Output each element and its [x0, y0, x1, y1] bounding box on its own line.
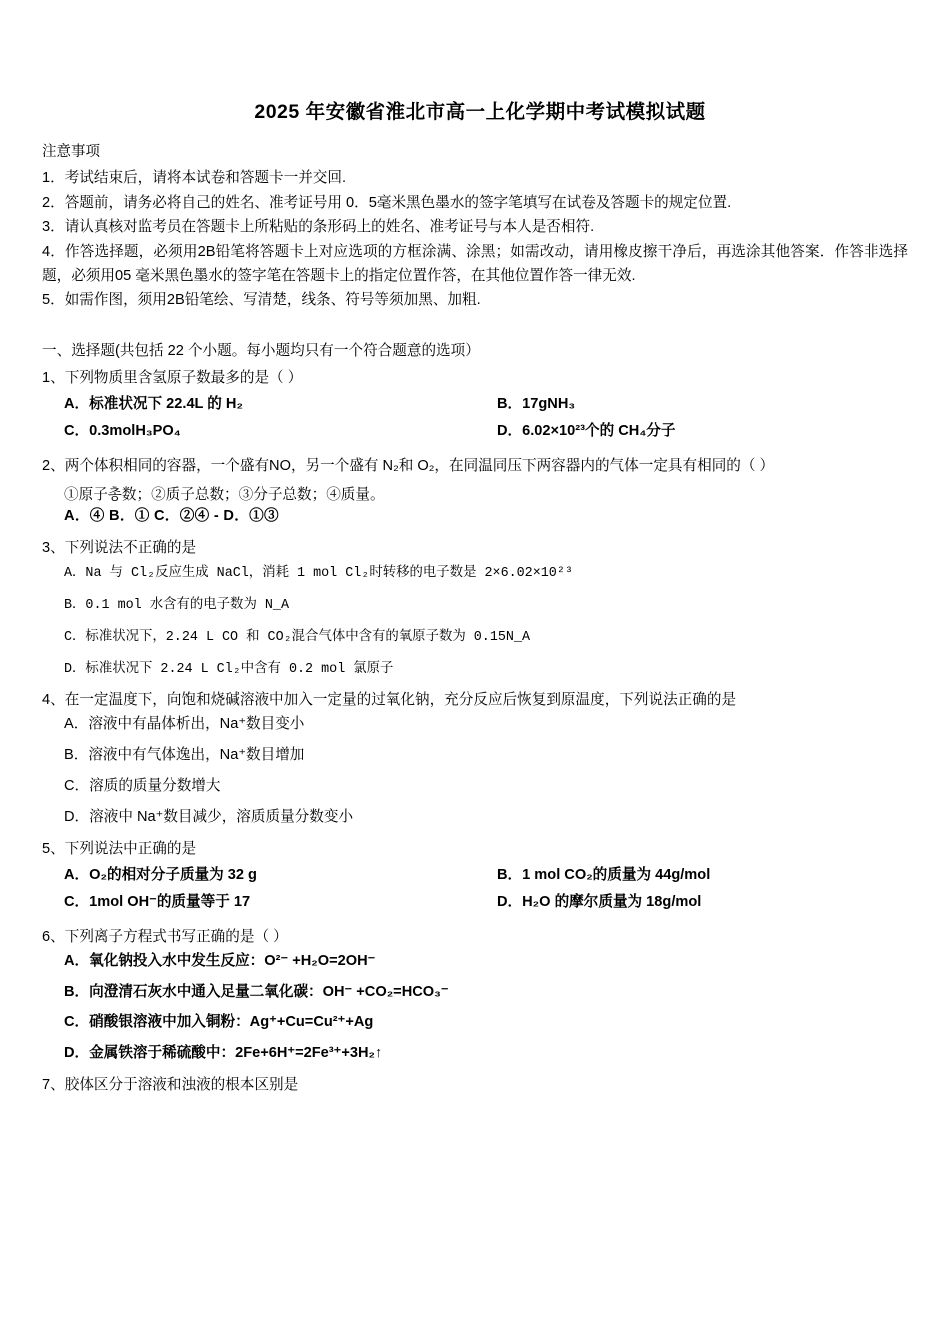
option-d[interactable]: D．标准状况下 2.24 L Cl₂中含有 0.2 mol 氯原子 [64, 662, 394, 678]
question-text: 胶体区分于溶液和浊液的根本区别是 [64, 1077, 299, 1094]
question-stem: 5、下列说法中正确的是 [42, 840, 197, 857]
question-number: 4 [42, 692, 51, 709]
option-d[interactable]: D．溶液中 Na⁺数目减少，溶质质量分数变小 [64, 808, 354, 825]
question-2 [42, 455, 908, 525]
question-stem: 1、下列物质里含氢原子数最多的是（ ） [42, 369, 303, 386]
question-stem: 2、两个体积相同的容器，一个盛有NO，另一个盛有 N₂和 O₂，在同温同压下两容器内的气体一定具有相同的（ ） [42, 458, 775, 475]
option-b[interactable]: B．1 mol CO₂的质量为 44g/mol [497, 867, 711, 884]
question-4 [42, 689, 908, 828]
question-text: 下列物质里含氢原子数最多的是（ ） [64, 369, 303, 386]
options-stack [42, 561, 908, 677]
options-grid [42, 865, 908, 914]
options-stack [42, 951, 908, 1066]
question-number: 1 [42, 369, 51, 386]
question-number: 7 [42, 1077, 51, 1094]
question-text: 在一定温度下，向饱和烧碱溶液中加入一定量的过氧化钠，充分反应后恢复到原温度，下列说法正确的是 [64, 692, 737, 709]
option-d[interactable]: D．6.02×10²³个的 CH₄分子 [497, 423, 676, 440]
option-a[interactable]: A．标准状况下 22.4L 的 H₂ [64, 396, 243, 413]
question-number: 2 [42, 458, 51, 475]
notice-item: 4．作答选择题，必须用2B铅笔将答题卡上对应选项的方框涂满、涂黑；如需改动，请用橡皮擦干净后，再选涂其他答案．作答非选择题，必须用05 毫米黑色墨水的签字笔在答题卡上的指定位置作答，在其他位置作答一律无效. [42, 243, 908, 284]
question-sub-line: ①原子총数；②质子总数；③分子总数；④质量。 [64, 486, 385, 503]
option-b[interactable]: B．0.1 mol 水含有的电子数为 N_A [64, 598, 289, 614]
option-a[interactable]: A．O₂的相对分子质量为 32 g [64, 867, 257, 884]
question-text: 下列离子方程式书写正确的是（ ） [64, 929, 288, 946]
option-b[interactable]: B．向澄清石灰水中通入足量二氧化碳：OH⁻ +CO₂=HCO₃⁻ [64, 983, 449, 1000]
options-inline[interactable]: A．④ B．① C．②④ - D．①③ [64, 507, 279, 524]
notice-item: 1．考试结束后，请将本试卷和答题卡一并交回. [42, 170, 347, 186]
options-grid [42, 394, 908, 443]
question-number: 6 [42, 929, 51, 946]
options-stack [42, 714, 908, 829]
question-7 [42, 1074, 908, 1097]
option-a[interactable]: A．氧化钠投入水中发生反应：O²⁻ +H₂O=2OH⁻ [64, 952, 376, 969]
question-5 [42, 838, 908, 914]
option-b[interactable]: B．溶液中有气体逸出，Na⁺数目增加 [64, 746, 305, 763]
question-1 [42, 367, 908, 443]
question-text: 两个体积相同的容器，一个盛有NO，另一个盛有 N₂和 O₂，在同温同压下两容器内的气体一定具有相同的（ ） [64, 458, 775, 475]
notice-item: 5．如需作图，须用2B铅笔绘、写清楚，线条、符号等须加黑、加粗. [42, 292, 481, 309]
option-d[interactable]: D．金属铁溶于稀硫酸中：2Fe+6H⁺=2Fe³⁺+3H₂↑ [64, 1045, 383, 1062]
page-title: 2025 年安徽省淮北市高一上化学期中考试模拟试题 [254, 101, 706, 123]
notice-heading: 注意事项 [42, 144, 100, 160]
question-stem: 3、下列说法不正确的是 [42, 539, 197, 556]
notice-item: 2．答题前，请务必将自己的姓名、准考证号用 0．5毫米黑色墨水的签字笔填写在试卷及答题卡的规定位置. [42, 194, 732, 211]
option-c[interactable]: C．溶质的质量分数增大 [64, 777, 221, 794]
section-heading: 一、选择题(共包括 22 个小题。每小题均只有一个符合题意的选项） [42, 342, 480, 359]
notice-list [42, 167, 908, 313]
question-3 [42, 537, 908, 678]
option-d[interactable]: D．H₂O 的摩尔质量为 18g/mol [497, 894, 702, 911]
question-number: 3 [42, 539, 51, 556]
option-c[interactable]: C．硝酸银溶液中加入铜粉：Ag⁺+Cu=Cu²⁺+Ag [64, 1014, 374, 1031]
question-6 [42, 926, 908, 1065]
option-c[interactable]: C．1mol OH⁻的质量等于 17 [64, 894, 251, 911]
option-c[interactable]: C．标准状况下，2.24 L CO 和 CO₂混合气体中含有的氧原子数为 0.15N_A [64, 630, 531, 646]
question-number: 5 [42, 840, 51, 857]
option-a[interactable]: A．Na 与 Cl₂反应生成 NaCl，消耗 1 mol Cl₂时转移的电子数是 2×6.02×10²³ [64, 566, 573, 582]
question-text: 下列说法中正确的是 [64, 840, 197, 857]
option-a[interactable]: A．溶液中有晶体析出，Na⁺数目变小 [64, 716, 305, 733]
option-b[interactable]: B．17gNH₃ [497, 396, 576, 413]
option-c[interactable]: C．0.3molH₃PO₄ [64, 423, 181, 440]
notice-item: 3．请认真核对监考员在答题卡上所粘贴的条形码上的姓名、准考证号与本人是否相符. [42, 219, 595, 236]
question-text: 下列说法不正确的是 [64, 539, 197, 556]
question-stem: 6、下列离子方程式书写正确的是（ ） [42, 929, 288, 946]
question-stem: 7、胶体区分于溶液和浊液的根本区别是 [42, 1077, 299, 1094]
question-stem: 4、在一定温度下，向饱和烧碱溶液中加入一定量的过氧化钠，充分反应后恢复到原温度，下列说法正确的是 [42, 692, 737, 709]
